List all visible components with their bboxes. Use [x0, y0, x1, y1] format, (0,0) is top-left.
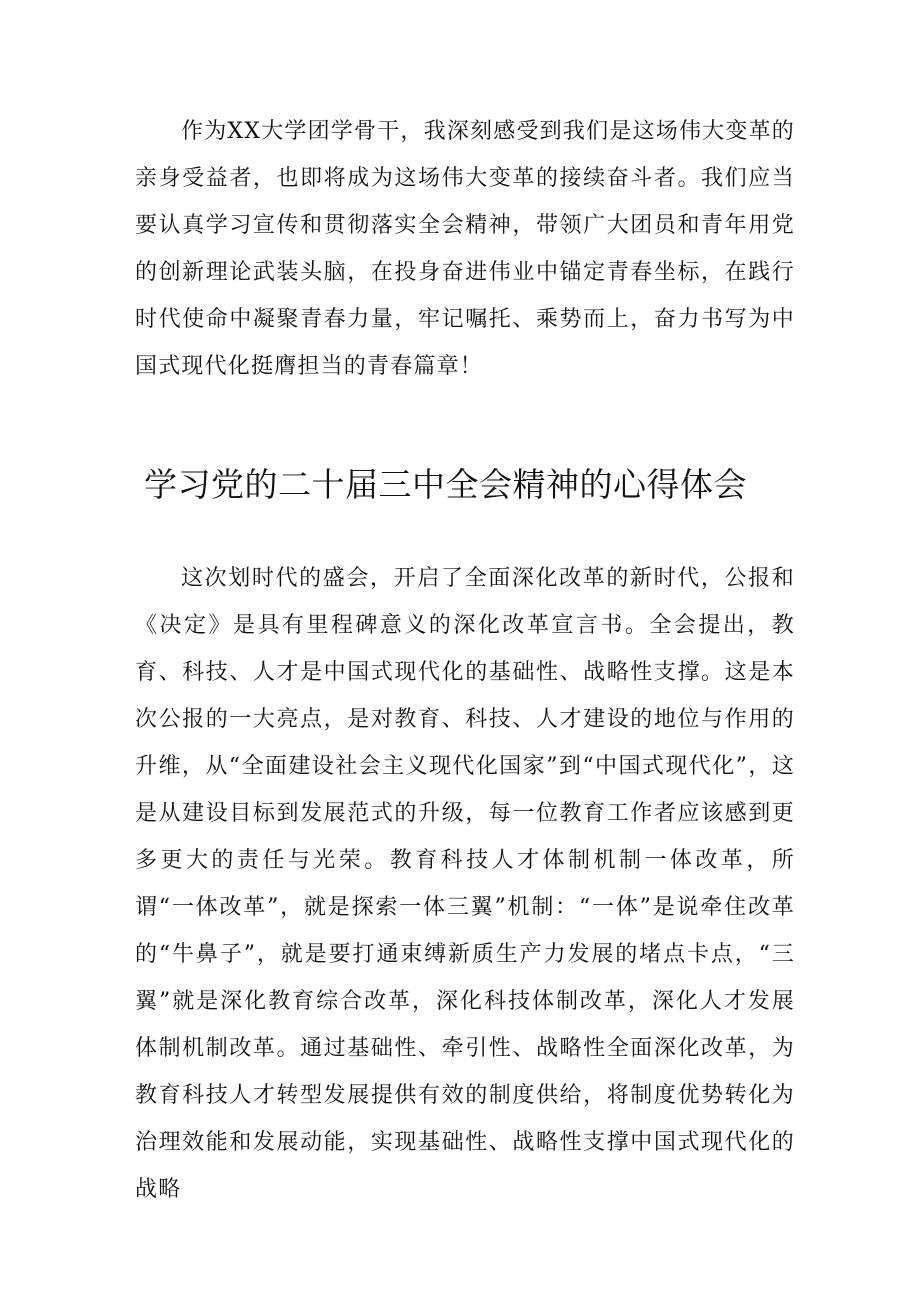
body-paragraph-2: 这次划时代的盛会，开启了全面深化改革的新时代，公报和《决定》是具有里程碑意义的深化改革宣言书。全会提出，教育、科技、人才是中国式现代化的基础性、战略性支撑。这是本次公报的一大亮点，是对教育、科技、人才建设的地位与作用的升维，从“全面建设社会主义现代化国家”到“中国式现代化”，这是从建设目标到发展范式的升级，每一位教育工作者应该感到更多更大的责任与光荣。教育科技人才体制机制一体改革，所谓“一体改革”，就是探索一体三翼”机制：“一体”是说牵住改革的“牛鼻子”，就是要打通束缚新质生产力发展的堵点卡点，“三翼”就是深化教育综合改革，深化科技体制改革，深化人才发展体制机制改革。通过基础性、牵引性、战略性全面深化改革，为教育科技人才转型发展提供有效的制度供给，将制度优势转化为治理效能和发展动能，实现基础性、战略性支撑中国式现代化的战略 [135, 566, 795, 1202]
section-heading: 学习党的二十届三中全会精神的心得体会 [144, 465, 747, 504]
body-paragraph-1: 作为XX大学团学骨干，我深刻感受到我们是这场伟大变革的亲身受益者，也即将成为这场伟大变革的接续奋斗者。我们应当要认真学习宣传和贯彻落实全会精神，带领广大团员和青年用党的创新理论武装头脑，在投身奋进伟业中锚定青春坐标，在践行时代使命中凝聚青春力量，牢记嘱托、乘势而上，奋力书写为中国式现代化挺膺担当的青春篇章！ [135, 119, 795, 379]
